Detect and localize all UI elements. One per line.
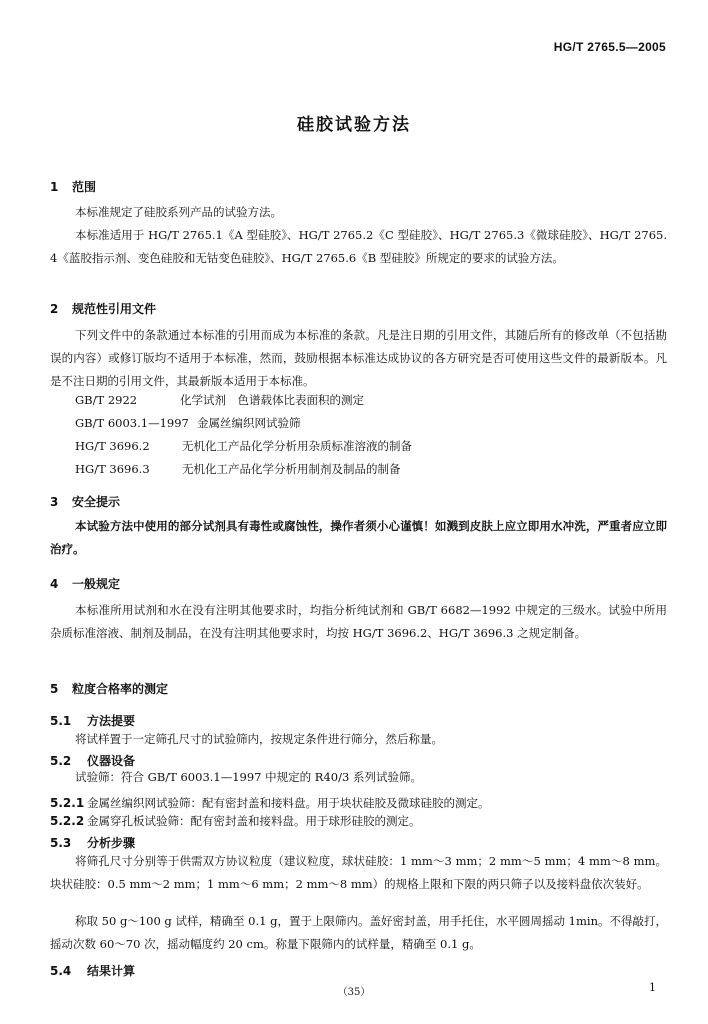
section-4-paragraph-1: 本标准所用试剂和水在没有注明其他要求时，均指分析纯试剂和 GB/T 6682—1992 中规定的三级水。试验中所用杂质标准溶液、制剂及制品，在没有注明其他要求时，均按 HG/T 3696.2、HG/T 3696.3 之规定制备。	[50, 603, 667, 640]
section-5-heading	[50, 680, 168, 697]
standard-code: HG/T 2765.5—2005	[553, 40, 666, 54]
subsection-5-1-paragraph: 将试样置于一定筛孔尺寸的试验筛内，按规定条件进行筛分，然后称量。	[75, 732, 443, 746]
safety-warning: 本试验方法中使用的部分试剂具有毒性或腐蚀性，操作者须小心谨慎！如溅到皮肤上应立即用水冲洗，严重者应立即治疗。	[50, 519, 667, 556]
section-2-paragraph-1: 下列文件中的条款通过本标准的引用而成为本标准的条款。凡是注日期的引用文件，其随后所有的修改单（不包括勘误的内容）或修订版均不适用于本标准，然而，鼓励根据本标准达成协议的各方研究是否可使用这些文件的最新版本。凡是不注日期的引用文件，其最新版本适用于本标准。	[50, 328, 667, 388]
subsection-5-3-paragraph-2: 称取 50 g～100 g 试样，精确至 0.1 g，置于上限筛内。盖好密封盖，用手托住，水平圆周摇动 1min。不得敲打，摇动次数 60～70 次，摇动幅度约 20 cm。称量下限筛内的试样量，精确至 0.1 g。	[50, 914, 667, 951]
reference-code: GB/T 2922	[75, 393, 138, 407]
section-1-paragraph-2: 本标准适用于 HG/T 2765.1《A 型硅胶》、HG/T 2765.2《C 型硅胶》、HG/T 2765.3《微球硅胶》、HG/T 2765.4《蓝胶指示剂、变色硅胶和无钴变色硅胶》、HG/T 2765.6《B 型硅胶》所规定的要求的试验方法。	[50, 228, 667, 265]
section-number: 5	[50, 682, 59, 696]
clause-5-2-2	[50, 813, 421, 829]
section-number: 2	[50, 302, 59, 316]
clause-text: 金属丝编织网试验筛：配有密封盖和接料盘。用于块状硅胶及微球硅胶的测定。	[87, 796, 490, 810]
section-title: 安全提示	[72, 495, 121, 509]
page-number: 1	[649, 981, 656, 994]
reference-title: 无机化工产品化学分析用制剂及制品的制备	[182, 462, 401, 476]
clause-number: 5.2.1	[50, 796, 85, 810]
subsection-number: 5.2	[50, 754, 72, 768]
section-number: 3	[50, 495, 59, 509]
section-1-heading	[50, 178, 96, 195]
subsection-number: 5.3	[50, 836, 72, 850]
reference-title: 无机化工产品化学分析用杂质标准溶液的制备	[182, 439, 412, 453]
clause-number: 5.2.2	[50, 814, 85, 828]
subsection-title: 仪器设备	[87, 754, 136, 768]
subsection-5-3-paragraph-1: 将筛孔尺寸分别等于供需双方协议粒度（建议粒度，球状硅胶：1 mm～3 mm；2 mm～5 mm；4 mm～8 mm。块状硅胶：0.5 mm～2 mm；1 mm～6 mm；2 mm～8 mm）的规格上限和下限的两只筛子以及接料盘依次装好。	[50, 854, 667, 891]
section-title: 粒度合格率的测定	[72, 682, 169, 696]
section-1-paragraph-1: 本标准规定了硅胶系列产品的试验方法。	[75, 205, 282, 219]
subsection-number: 5.4	[50, 964, 72, 978]
reference-item	[75, 415, 301, 431]
subsection-number: 5.1	[50, 714, 72, 728]
subsection-5-3-heading	[50, 834, 135, 851]
document-title: 硅胶试验方法	[297, 115, 411, 135]
section-title: 规范性引用文件	[72, 302, 157, 316]
section-number: 1	[50, 180, 59, 194]
section-4-heading	[50, 575, 120, 592]
subsection-5-4-heading	[50, 962, 135, 979]
reference-code: GB/T 6003.1—1997	[75, 416, 189, 430]
clause-text: 金属穿孔板试验筛：配有密封盖和接料盘。用于球形硅胶的测定。	[87, 814, 421, 828]
section-3-heading	[50, 493, 120, 510]
section-number: 4	[50, 577, 59, 591]
reference-code: HG/T 3696.2	[75, 439, 150, 453]
subsection-title: 方法提要	[87, 714, 136, 728]
reference-code: HG/T 3696.3	[75, 462, 150, 476]
reference-item	[75, 438, 412, 454]
footer-sequence-number: （35）	[337, 987, 371, 998]
clause-5-2-1	[50, 795, 490, 811]
reference-title: 化学试剂 色谱载体比表面积的测定	[180, 393, 364, 407]
reference-title: 金属丝编织网试验筛	[197, 416, 301, 430]
section-2-heading	[50, 300, 156, 317]
subsection-5-2-paragraph: 试验筛：符合 GB/T 6003.1—1997 中规定的 R40/3 系列试验筛。	[75, 770, 422, 784]
section-title: 一般规定	[72, 577, 121, 591]
subsection-title: 结果计算	[87, 964, 136, 978]
subsection-title: 分析步骤	[87, 836, 136, 850]
reference-item	[75, 461, 401, 477]
reference-item	[75, 392, 364, 408]
section-title: 范围	[72, 180, 97, 194]
subsection-5-1-heading	[50, 712, 135, 729]
